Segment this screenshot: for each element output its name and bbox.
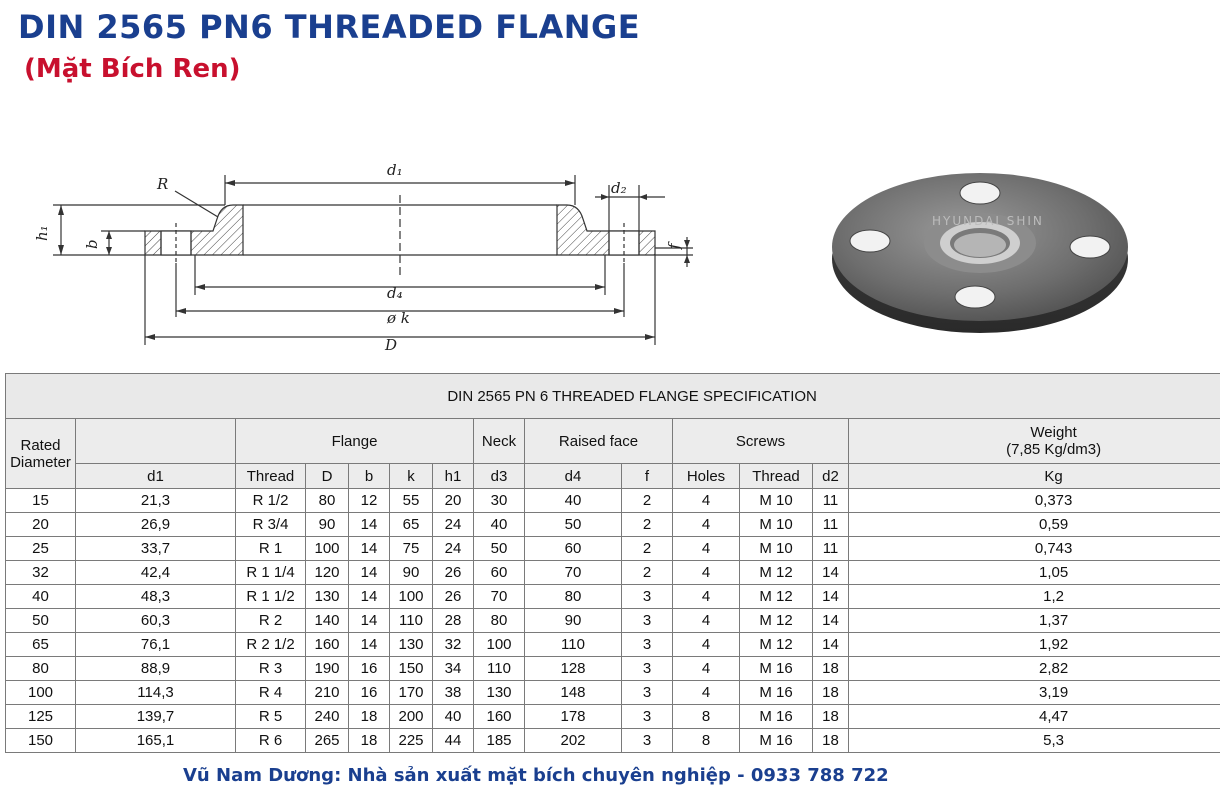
table-cell: 130 — [474, 681, 525, 705]
table-cell: 40 — [525, 489, 622, 513]
table-cell: 26 — [433, 561, 474, 585]
table-cell: 34 — [433, 657, 474, 681]
table-row — [6, 489, 1220, 513]
table-cell: 1,05 — [849, 561, 1220, 585]
col-header: d3 — [474, 464, 525, 489]
flange-photo — [820, 155, 1140, 340]
table-cell: 100 — [474, 633, 525, 657]
table-cell: M 12 — [740, 561, 813, 585]
page-subtitle: (Mặt Bích Ren) — [24, 54, 241, 84]
table-cell: M 12 — [740, 633, 813, 657]
footer-contact: Vũ Nam Dương: Nhà sản xuất mặt bích chuyên nghiệp - 0933 788 722 — [183, 765, 889, 786]
table-cell: 11 — [813, 489, 849, 513]
table-cell: 50 — [474, 537, 525, 561]
header-raised-face: Raised face — [525, 419, 673, 464]
table-cell: 42,4 — [76, 561, 236, 585]
table-cell: 139,7 — [76, 705, 236, 729]
table-cell: 90 — [306, 513, 349, 537]
label-R: R — [157, 175, 169, 193]
col-header: d2 — [813, 464, 849, 489]
table-cell: 3 — [622, 633, 673, 657]
table-cell: 100 — [6, 681, 76, 705]
table-cell: M 16 — [740, 681, 813, 705]
table-cell: 148 — [525, 681, 622, 705]
table-row — [6, 585, 1220, 609]
table-cell: 140 — [306, 609, 349, 633]
header-weight-density: (7,85 Kg/dm3) — [1006, 441, 1102, 458]
table-cell: 2 — [622, 537, 673, 561]
table-row — [6, 681, 1220, 705]
table-cell: 3 — [622, 705, 673, 729]
table-cell: 15 — [6, 489, 76, 513]
table-cell: R 4 — [236, 681, 306, 705]
table-cell: 18 — [349, 729, 390, 753]
table-cell: 3 — [622, 609, 673, 633]
table-cell: 30 — [474, 489, 525, 513]
table-row — [6, 561, 1220, 585]
table-row — [6, 705, 1220, 729]
table-cell: 65 — [390, 513, 433, 537]
table-cell: 76,1 — [76, 633, 236, 657]
table-cell: 12 — [349, 489, 390, 513]
table-cell: 0,743 — [849, 537, 1220, 561]
table-cell: 128 — [525, 657, 622, 681]
col-header: h1 — [433, 464, 474, 489]
table-cell: 202 — [525, 729, 622, 753]
table-cell: 18 — [813, 657, 849, 681]
table-cell: 32 — [433, 633, 474, 657]
table-cell: 44 — [433, 729, 474, 753]
table-cell: 26,9 — [76, 513, 236, 537]
table-cell: 5,3 — [849, 729, 1220, 753]
table-cell: 14 — [349, 633, 390, 657]
table-cell: 114,3 — [76, 681, 236, 705]
table-cell: 14 — [813, 609, 849, 633]
table-cell: 70 — [525, 561, 622, 585]
header-weight — [849, 419, 1220, 464]
label-D: D — [385, 336, 398, 354]
table-cell: 24 — [433, 537, 474, 561]
table-cell: 16 — [349, 657, 390, 681]
table-cell: 4 — [673, 585, 740, 609]
table-title: DIN 2565 PN 6 THREADED FLANGE SPECIFICATION — [6, 374, 1220, 419]
col-header: Thread — [740, 464, 813, 489]
table-cell: 60 — [525, 537, 622, 561]
table-cell: 2 — [622, 513, 673, 537]
flange-technical-drawing — [25, 145, 705, 360]
table-cell: 178 — [525, 705, 622, 729]
table-cell: 90 — [390, 561, 433, 585]
col-header: Thread — [236, 464, 306, 489]
table-cell: M 16 — [740, 729, 813, 753]
header-screws: Screws — [673, 419, 849, 464]
table-cell: 11 — [813, 513, 849, 537]
table-cell: 100 — [306, 537, 349, 561]
table-cell: 4 — [673, 489, 740, 513]
table-row — [6, 729, 1220, 753]
table-cell: 170 — [390, 681, 433, 705]
col-header: f — [622, 464, 673, 489]
label-d2: d₂ — [611, 179, 627, 197]
table-cell: 80 — [6, 657, 76, 681]
table-cell: 40 — [6, 585, 76, 609]
table-row — [6, 657, 1220, 681]
table-cell: 4 — [673, 561, 740, 585]
table-cell: 50 — [525, 513, 622, 537]
table-cell: 0,59 — [849, 513, 1220, 537]
table-cell: M 16 — [740, 705, 813, 729]
table-row — [6, 537, 1220, 561]
table-cell: 32 — [6, 561, 76, 585]
label-h1: h₁ — [33, 225, 51, 241]
table-cell: 4,47 — [849, 705, 1220, 729]
table-cell: 165,1 — [76, 729, 236, 753]
table-cell: 265 — [306, 729, 349, 753]
table-cell: R 2 — [236, 609, 306, 633]
table-cell: 14 — [813, 561, 849, 585]
table-cell: 18 — [349, 705, 390, 729]
table-cell: 200 — [390, 705, 433, 729]
table-cell: 3 — [622, 681, 673, 705]
table-cell: M 10 — [740, 513, 813, 537]
table-cell: 40 — [433, 705, 474, 729]
table-cell: M 10 — [740, 537, 813, 561]
table-cell: 110 — [474, 657, 525, 681]
col-header: Kg — [849, 464, 1220, 489]
table-cell: 125 — [6, 705, 76, 729]
table-cell: 16 — [349, 681, 390, 705]
table-cell: 120 — [306, 561, 349, 585]
table-cell: 4 — [673, 681, 740, 705]
table-cell: 65 — [6, 633, 76, 657]
table-cell: 130 — [390, 633, 433, 657]
spec-table — [5, 373, 1220, 753]
table-cell: 2,82 — [849, 657, 1220, 681]
table-cell: 48,3 — [76, 585, 236, 609]
table-cell: 11 — [813, 537, 849, 561]
column-header-row — [6, 464, 1220, 489]
col-header: b — [349, 464, 390, 489]
table-cell: R 1 1/4 — [236, 561, 306, 585]
label-k: ø k — [387, 309, 410, 327]
table-cell: 240 — [306, 705, 349, 729]
table-cell: 8 — [673, 729, 740, 753]
table-cell: 160 — [306, 633, 349, 657]
table-cell: 190 — [306, 657, 349, 681]
table-cell: 110 — [390, 609, 433, 633]
table-cell: 3 — [622, 729, 673, 753]
header-empty — [76, 419, 236, 464]
table-cell: 100 — [390, 585, 433, 609]
table-cell: 4 — [673, 609, 740, 633]
label-d4: d₄ — [387, 284, 403, 302]
table-cell: M 10 — [740, 489, 813, 513]
table-cell: 21,3 — [76, 489, 236, 513]
table-cell: 75 — [390, 537, 433, 561]
table-cell: R 1 1/2 — [236, 585, 306, 609]
table-cell: 20 — [433, 489, 474, 513]
table-cell: R 1/2 — [236, 489, 306, 513]
col-header: d4 — [525, 464, 622, 489]
table-cell: 90 — [525, 609, 622, 633]
table-cell: 130 — [306, 585, 349, 609]
table-cell: 1,2 — [849, 585, 1220, 609]
label-d1: d₁ — [387, 161, 403, 179]
table-cell: R 3/4 — [236, 513, 306, 537]
table-cell: 38 — [433, 681, 474, 705]
table-cell: 14 — [813, 633, 849, 657]
table-cell: 14 — [349, 537, 390, 561]
table-cell: 2 — [622, 561, 673, 585]
table-cell: R 6 — [236, 729, 306, 753]
table-cell: 0,373 — [849, 489, 1220, 513]
table-cell: M 16 — [740, 657, 813, 681]
col-header: k — [390, 464, 433, 489]
table-row — [6, 633, 1220, 657]
table-cell: 80 — [306, 489, 349, 513]
label-b: b — [83, 239, 101, 249]
col-header: Holes — [673, 464, 740, 489]
table-cell: 33,7 — [76, 537, 236, 561]
table-cell: 8 — [673, 705, 740, 729]
table-cell: R 2 1/2 — [236, 633, 306, 657]
table-cell: 18 — [813, 681, 849, 705]
table-cell: 3 — [622, 657, 673, 681]
table-cell: 14 — [349, 561, 390, 585]
table-cell: 28 — [433, 609, 474, 633]
table-cell: R 5 — [236, 705, 306, 729]
table-cell: 4 — [673, 537, 740, 561]
table-cell: 80 — [474, 609, 525, 633]
table-cell: 25 — [6, 537, 76, 561]
table-cell: 185 — [474, 729, 525, 753]
table-cell: 110 — [525, 633, 622, 657]
table-cell: 20 — [6, 513, 76, 537]
table-cell: 40 — [474, 513, 525, 537]
table-cell: M 12 — [740, 585, 813, 609]
table-cell: 1,37 — [849, 609, 1220, 633]
table-cell: 225 — [390, 729, 433, 753]
table-cell: 18 — [813, 705, 849, 729]
col-header: D — [306, 464, 349, 489]
table-cell: 1,92 — [849, 633, 1220, 657]
table-cell: 3 — [622, 585, 673, 609]
page-title: DIN 2565 PN6 THREADED FLANGE — [18, 8, 641, 46]
table-cell: 26 — [433, 585, 474, 609]
table-cell: 4 — [673, 513, 740, 537]
table-cell: 18 — [813, 729, 849, 753]
table-cell: 160 — [474, 705, 525, 729]
table-cell: 55 — [390, 489, 433, 513]
header-weight-label: Weight — [1030, 424, 1077, 441]
table-row — [6, 609, 1220, 633]
col-header: d1 — [76, 464, 236, 489]
label-f: f — [665, 243, 683, 249]
table-cell: R 1 — [236, 537, 306, 561]
table-cell: 3,19 — [849, 681, 1220, 705]
table-cell: 14 — [349, 513, 390, 537]
table-cell: M 12 — [740, 609, 813, 633]
table-cell: 50 — [6, 609, 76, 633]
table-cell: 70 — [474, 585, 525, 609]
table-row — [6, 513, 1220, 537]
table-cell: 150 — [390, 657, 433, 681]
table-cell: 4 — [673, 633, 740, 657]
table-cell: 60 — [474, 561, 525, 585]
header-flange: Flange — [236, 419, 474, 464]
photo-watermark: HYUNDAI SHIN — [932, 214, 1044, 228]
table-cell: 2 — [622, 489, 673, 513]
table-cell: 80 — [525, 585, 622, 609]
table-cell: 24 — [433, 513, 474, 537]
table-cell: 14 — [349, 609, 390, 633]
table-cell: 210 — [306, 681, 349, 705]
table-cell: 4 — [673, 657, 740, 681]
table-cell: 88,9 — [76, 657, 236, 681]
table-cell: 14 — [813, 585, 849, 609]
table-cell: R 3 — [236, 657, 306, 681]
table-cell: 60,3 — [76, 609, 236, 633]
table-cell: 150 — [6, 729, 76, 753]
table-cell: 14 — [349, 585, 390, 609]
header-rated-diameter: Rated Diameter — [6, 419, 76, 489]
header-neck: Neck — [474, 419, 525, 464]
